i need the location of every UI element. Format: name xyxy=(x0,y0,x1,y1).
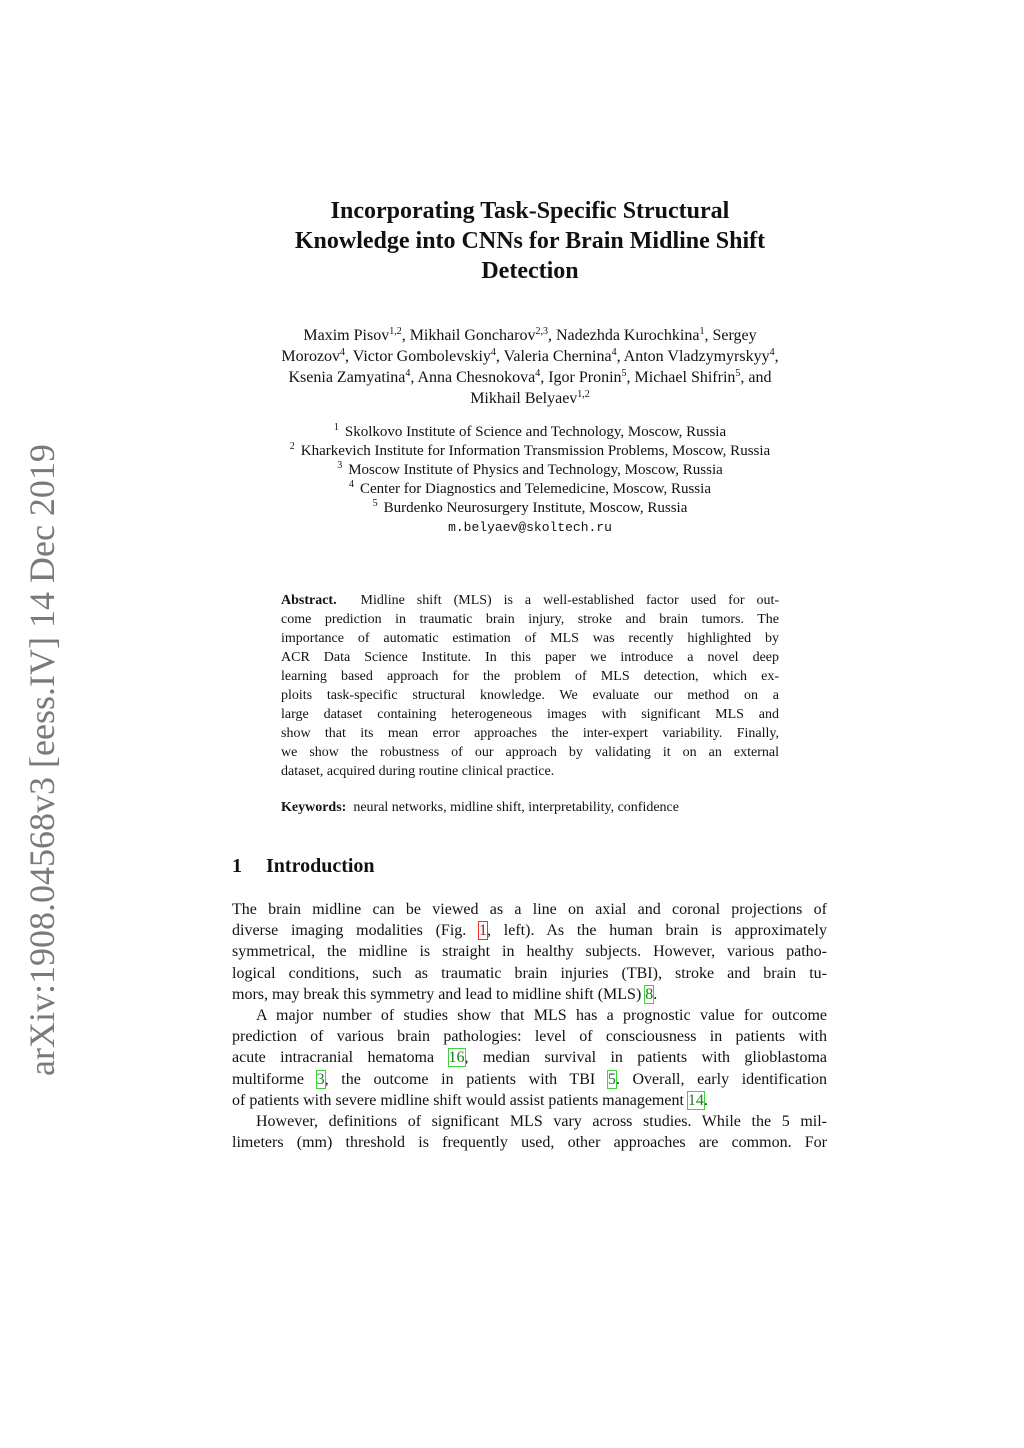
affiliation-text: Kharkevich Institute for Information Transmission Problems, Moscow, Russia xyxy=(300,443,771,459)
arxiv-identifier: arXiv:1908.04568v3 [eess.IV] 14 Dec 2019 xyxy=(22,444,62,1076)
author-line xyxy=(220,325,840,346)
title-line: Incorporating Task-Specific Structural xyxy=(330,198,730,224)
body-line xyxy=(232,1047,827,1068)
author-line xyxy=(220,367,840,388)
citation-link[interactable]: 5 xyxy=(607,1070,616,1088)
author-affil-mark: 4 xyxy=(611,347,617,358)
author-affil-mark: 5 xyxy=(621,368,627,379)
affiliation-number: 1 xyxy=(333,422,339,433)
contact-email[interactable]: m.belyaev@skoltech.ru xyxy=(448,520,612,535)
abstract-line: ACR Data Science Institute. In this paper we introduce a novel deep xyxy=(281,650,779,665)
abstract-line: show that its mean error approaches the inter-expert variability. Finally, xyxy=(281,726,779,741)
author-name: Ksenia Zamyatina xyxy=(288,369,406,386)
keywords xyxy=(281,798,801,817)
author-affil-mark: 4 xyxy=(769,347,775,358)
abstract-line: learning based approach for the problem of MLS detection, which ex- xyxy=(281,669,779,684)
body-line: A major number of studies show that MLS has a prognostic value for outcome xyxy=(256,1007,827,1025)
body-line xyxy=(232,984,827,1005)
keywords-text: neural networks, midline shift, interpretability, confidence xyxy=(353,800,679,815)
body-line: limeters (mm) threshold is frequently used, other approaches are common. For xyxy=(232,1134,827,1152)
author-name: , Victor Gombolevskiy xyxy=(345,348,491,365)
body-fragment: . xyxy=(703,1091,708,1109)
author-line xyxy=(220,388,840,409)
citation-link[interactable]: 8 xyxy=(645,985,654,1003)
author-name: Mikhail Belyaev xyxy=(470,390,578,407)
author-name: , Valeria Chernina xyxy=(495,348,612,365)
abstract-line xyxy=(281,591,779,610)
body-fragment: . Overall, early identification xyxy=(615,1070,828,1088)
author-affil-mark: 4 xyxy=(405,368,411,379)
abstract-line: importance of automatic estimation of MLS was recently highlighted by xyxy=(281,631,779,646)
body-line: However, definitions of significant MLS vary across studies. While the 5 mil- xyxy=(256,1113,827,1131)
author-name: , Igor Pronin xyxy=(540,369,622,386)
body-line: prediction of various brain pathologies: level of consciousness in patients with xyxy=(232,1028,827,1046)
affiliation xyxy=(220,442,840,461)
author-name: , Sergey xyxy=(704,327,757,344)
body-fragment: acute intracranial hematoma xyxy=(232,1049,435,1067)
affiliation-number: 2 xyxy=(289,441,295,452)
body-line: The brain midline can be viewed as a line on axial and coronal projections of xyxy=(232,901,827,918)
author-name: , Anna Chesnokova xyxy=(410,369,536,386)
author-affil-mark: 4 xyxy=(535,368,541,379)
affiliation-text: Center for Diagnostics and Telemedicine, Moscow, Russia xyxy=(360,481,711,497)
author-affil-mark: 2,3 xyxy=(535,326,548,337)
keywords-label: Keywords: xyxy=(281,800,347,815)
affiliation-text: Moscow Institute of Physics and Technology, Moscow, Russia xyxy=(348,462,723,478)
section-title: Introduction xyxy=(266,855,375,877)
section-heading xyxy=(232,853,375,879)
author-affil-mark: 1,2 xyxy=(577,389,590,400)
abstract-label: Abstract. xyxy=(281,593,337,608)
body-fragment: . xyxy=(653,985,658,1003)
body-line xyxy=(232,920,827,941)
affiliation-number: 5 xyxy=(372,498,378,509)
abstract-text: Midline shift (MLS) is a well-established factor used for out- xyxy=(360,593,779,608)
section-number: 1 xyxy=(232,855,242,877)
body-fragment: diverse imaging modalities (Fig. xyxy=(232,922,467,940)
abstract-line: large dataset containing heterogeneous images with significant MLS and xyxy=(281,707,779,722)
body-text xyxy=(232,899,827,1153)
author-name: , Nadezhda Kurochkina xyxy=(547,327,700,344)
paper-title xyxy=(230,196,830,286)
affiliation xyxy=(220,423,840,442)
affiliation xyxy=(220,480,840,499)
body-fragment: of patients with severe midline shift would assist patients management xyxy=(232,1091,684,1109)
body-fragment: , left). As the human brain is approximately xyxy=(487,922,827,940)
figure-reference-link[interactable]: 1 xyxy=(479,922,488,940)
citation-link[interactable]: 16 xyxy=(448,1049,465,1067)
title-line: Knowledge into CNNs for Brain Midline Shift xyxy=(294,228,766,254)
affiliation-number: 3 xyxy=(337,460,343,471)
body-fragment: , median survival in patients with glioblastoma xyxy=(464,1049,828,1067)
title-line: Detection xyxy=(481,258,579,284)
body-line xyxy=(232,1090,827,1111)
author-name: , Michael Shifrin xyxy=(626,369,736,386)
abstract-line: ploits task-specific structural knowledge. We evaluate our method on a xyxy=(281,688,779,703)
body-fragment: , the outcome in patients with TBI xyxy=(324,1070,596,1088)
abstract-line: dataset, acquired during routine clinical practice. xyxy=(281,764,555,779)
author-affil-mark: 1 xyxy=(699,326,705,337)
affiliation-number: 4 xyxy=(349,479,355,490)
affiliation xyxy=(220,499,840,518)
affiliation-list xyxy=(220,423,840,537)
body-fragment: mors, may break this symmetry and lead to midline shift (MLS) xyxy=(232,985,642,1003)
author-name: Maxim Pisov xyxy=(303,327,390,344)
body-line: symmetrical, the midline is straight in healthy subjects. However, various patho- xyxy=(232,943,827,961)
author-affil-mark: 4 xyxy=(490,347,496,358)
abstract xyxy=(281,591,779,781)
body-line: logical conditions, such as traumatic brain injuries (TBI), stroke and brain tu- xyxy=(232,964,827,982)
body-fragment: multiforme xyxy=(232,1070,304,1088)
author-name: Morozov xyxy=(281,348,341,365)
abstract-line: come prediction in traumatic brain injury, stroke and brain tumors. The xyxy=(281,612,779,627)
citation-link[interactable]: 3 xyxy=(316,1070,325,1088)
author-list xyxy=(220,325,840,409)
author-separator: , and xyxy=(740,369,772,386)
author-name: , Anton Vladzymyrskyy xyxy=(616,348,770,365)
author-affil-mark: 4 xyxy=(340,347,346,358)
author-separator: , xyxy=(774,348,779,365)
affiliation-text: Skolkovo Institute of Science and Technology, Moscow, Russia xyxy=(344,424,727,440)
abstract-line: we show the robustness of our approach by validating it on an external xyxy=(281,745,779,760)
author-affil-mark: 5 xyxy=(735,368,741,379)
citation-link[interactable]: 14 xyxy=(687,1091,704,1109)
author-affil-mark: 1,2 xyxy=(389,326,402,337)
affiliation-text: Burdenko Neurosurgery Institute, Moscow, Russia xyxy=(383,500,688,516)
author-name: , Mikhail Goncharov xyxy=(401,327,536,344)
affiliation xyxy=(220,461,840,480)
author-line xyxy=(220,346,840,367)
body-line xyxy=(232,1069,827,1090)
